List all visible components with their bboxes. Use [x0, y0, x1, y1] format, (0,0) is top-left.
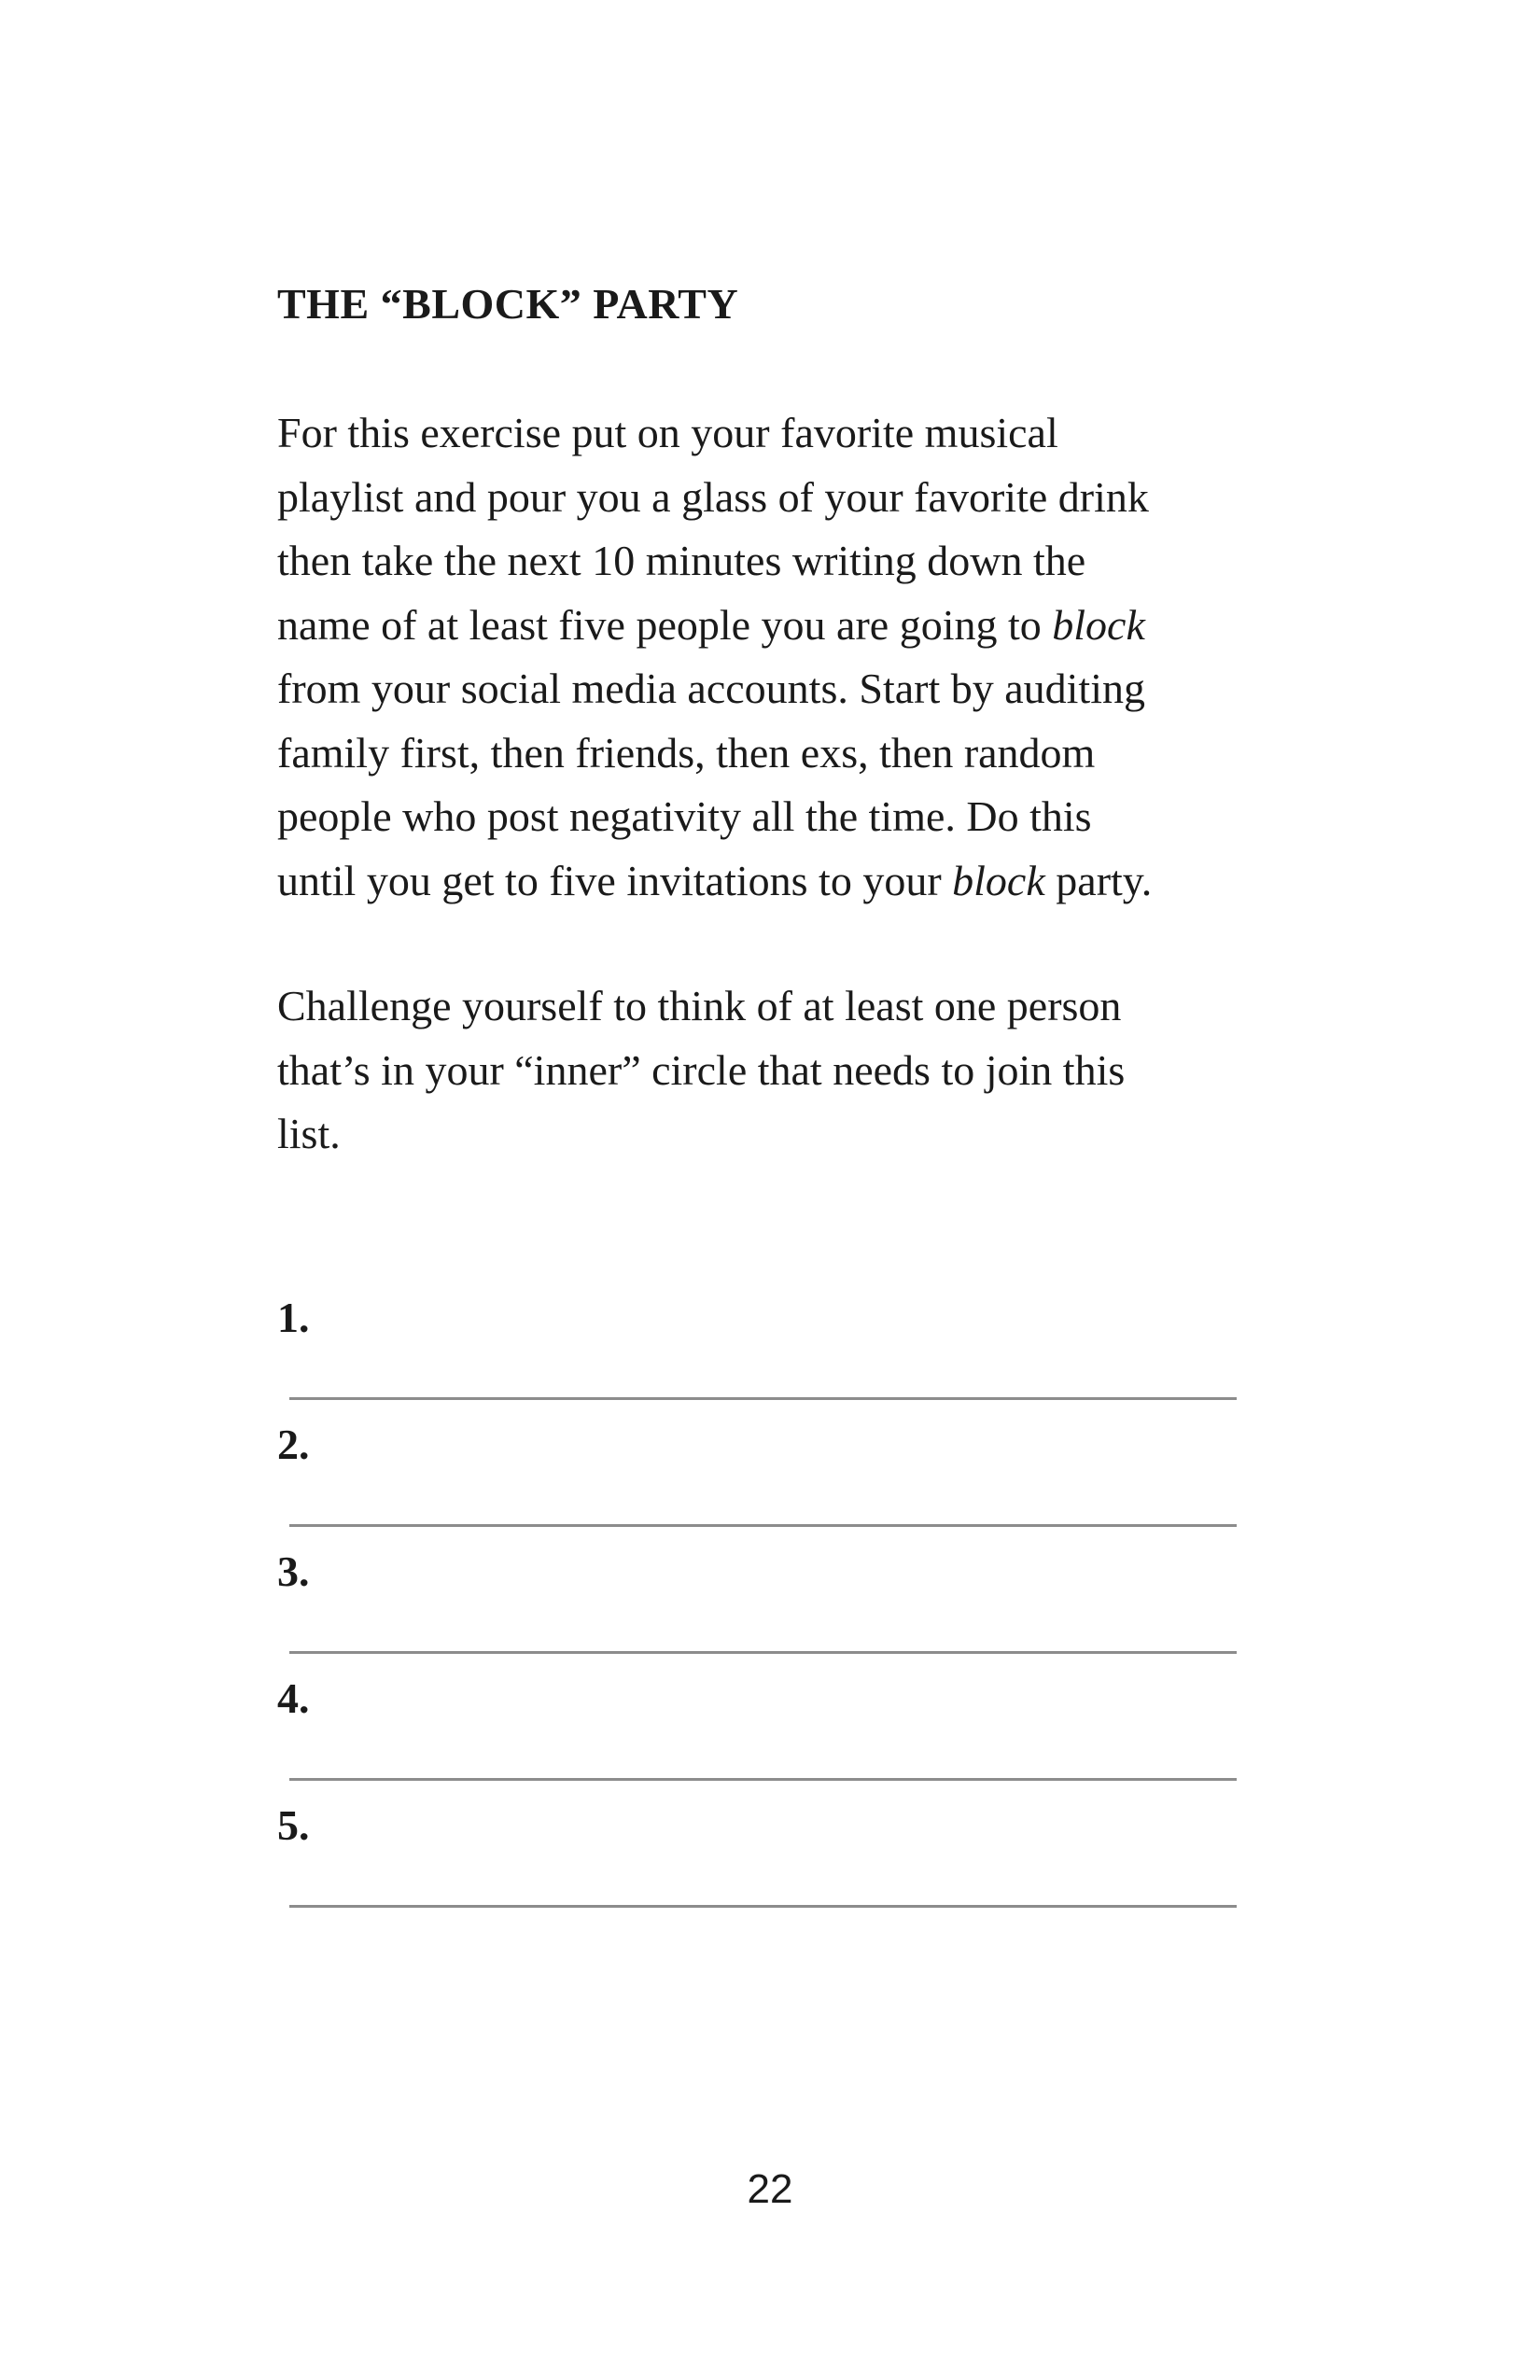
- text-line: from your social media accounts. Start by auditing: [277, 665, 1145, 712]
- write-in-line[interactable]: [289, 1524, 1237, 1527]
- text-segment: name of at least five people you are going to: [277, 600, 1053, 649]
- text-line: Challenge yourself to think of at least one person: [277, 982, 1122, 1029]
- list-item: [277, 1417, 1248, 1544]
- text-line: [277, 849, 1267, 914]
- list-number: 5.: [277, 1801, 310, 1849]
- text-segment: party.: [1044, 856, 1153, 904]
- text-line: people who post negativity all the time. Do this: [277, 792, 1092, 840]
- text-line: then take the next 10 minutes writing down the: [277, 537, 1086, 584]
- emphasis-block: block: [1052, 600, 1145, 649]
- list-number: 3.: [277, 1547, 310, 1595]
- write-in-line[interactable]: [289, 1651, 1237, 1654]
- page-title: THE “BLOCK” PARTY: [277, 280, 739, 328]
- write-in-line[interactable]: [289, 1778, 1237, 1781]
- text-line: For this exercise put on your favorite musical: [277, 409, 1058, 456]
- text-segment: until you get to five invitations to your: [277, 856, 953, 904]
- list-number: 4.: [277, 1674, 310, 1722]
- list-number: 2.: [277, 1421, 310, 1468]
- text-line: list.: [277, 1110, 341, 1157]
- page-number: 22: [747, 2166, 793, 2212]
- emphasis-block: block: [952, 856, 1045, 904]
- text-line: family first, then friends, then exs, then random: [277, 728, 1096, 777]
- list-item: [277, 1544, 1248, 1671]
- list-number: 1.: [277, 1294, 310, 1341]
- challenge-paragraph: [277, 974, 1267, 1167]
- instructions-paragraph: [277, 401, 1267, 913]
- text-line: [277, 594, 1267, 658]
- write-in-line[interactable]: [289, 1397, 1237, 1400]
- text-line: playlist and pour you a glass of your favorite drink: [277, 472, 1149, 521]
- block-list: [277, 1290, 1248, 1925]
- list-item: [277, 1671, 1248, 1798]
- list-item: [277, 1290, 1248, 1417]
- text-line: that’s in your “inner” circle that needs to join this: [277, 1045, 1126, 1094]
- list-item: [277, 1798, 1248, 1925]
- write-in-line[interactable]: [289, 1905, 1237, 1908]
